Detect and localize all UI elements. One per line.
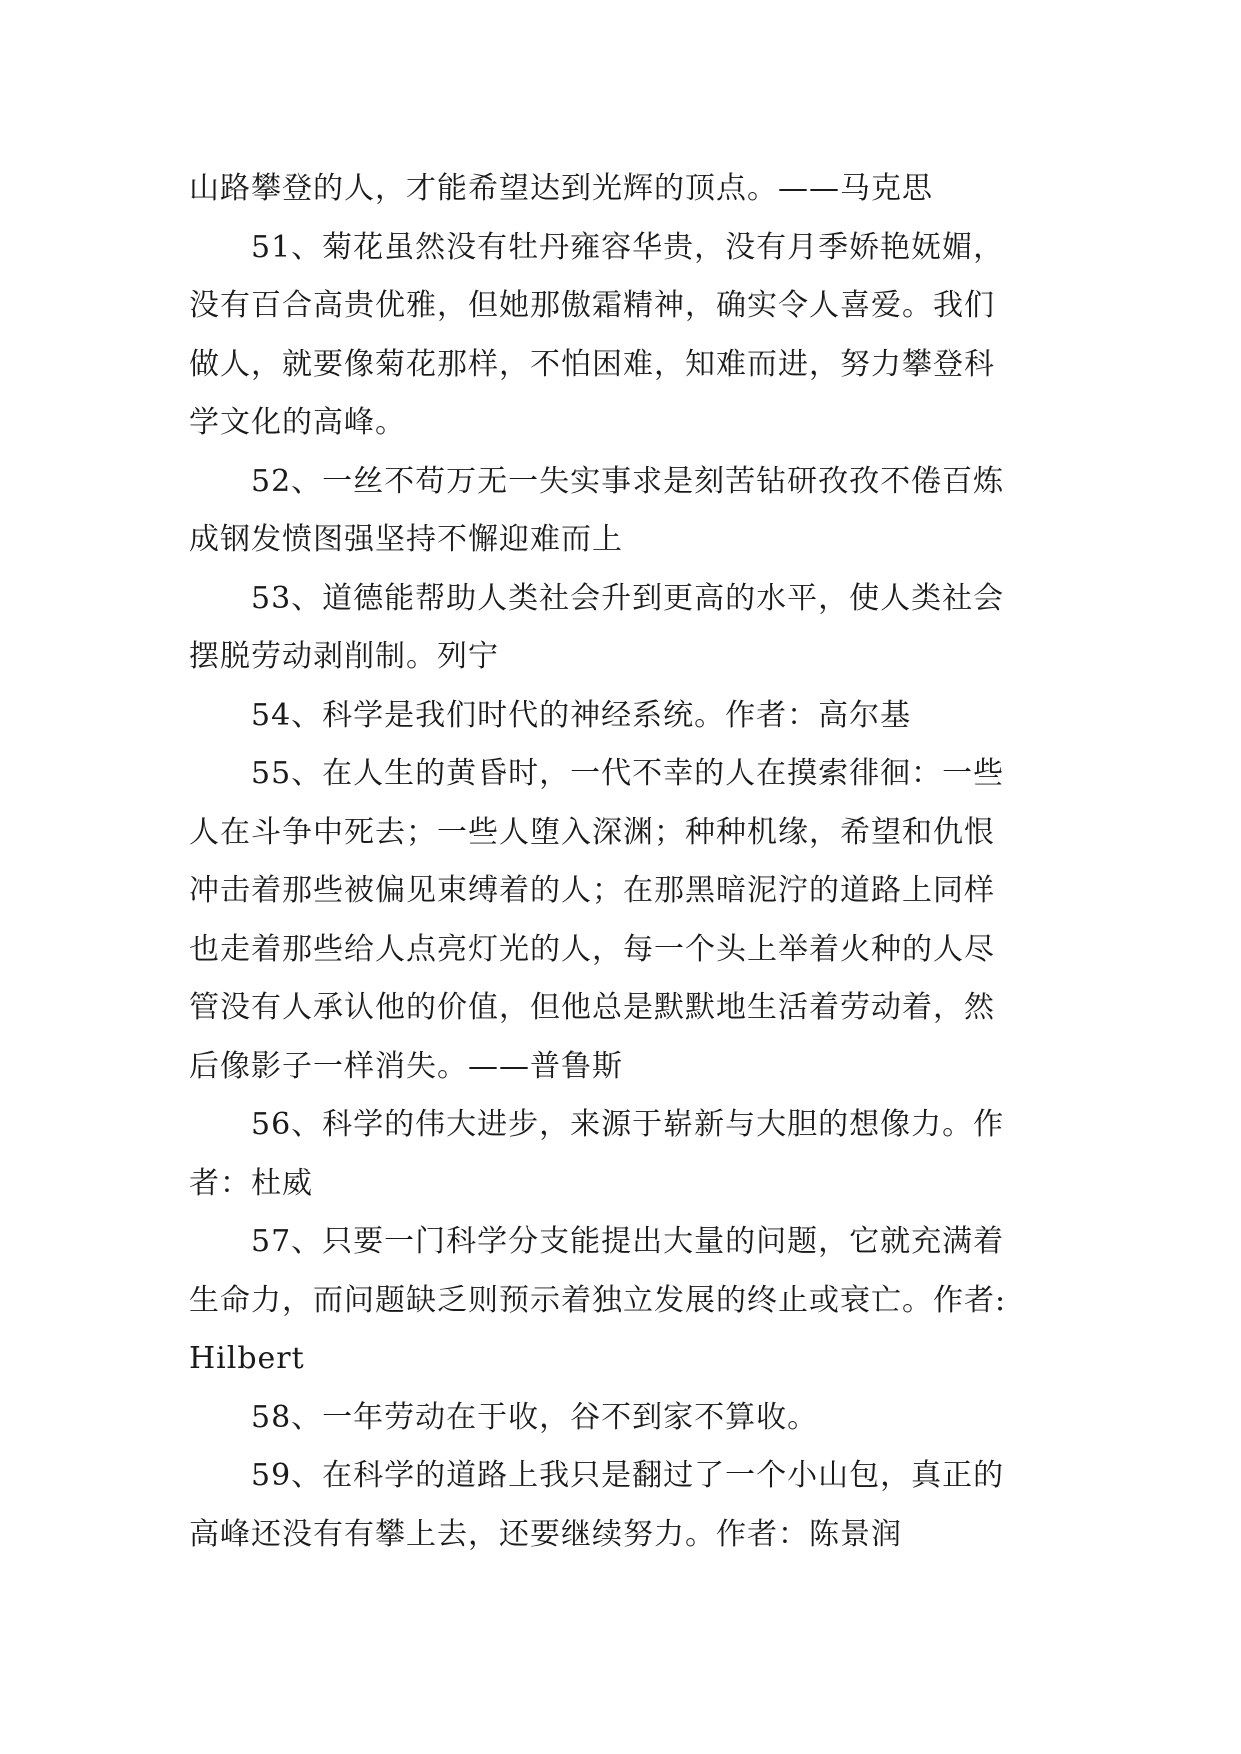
text-line: 者：杜威: [189, 1165, 313, 1201]
text-line: 摆脱劳动剥削制。列宁: [189, 639, 499, 674]
text-line: 管没有人承认他的价值，但他总是默默地生活着劳动着，然: [189, 990, 995, 1025]
text-line: 55、在人生的黄昏时，一代不幸的人在摸索徘徊：一些: [251, 756, 1005, 791]
text-line: 59、在科学的道路上我只是翻过了一个小山包，真正的: [251, 1458, 1005, 1493]
text-line: 学文化的高峰。: [189, 405, 406, 440]
document-body: [189, 160, 1059, 1564]
text-line: 54、科学是我们时代的神经系统。作者：高尔基: [251, 697, 912, 733]
text-line: 高峰还没有有攀上去，还要继续努力。作者：陈景润: [189, 1516, 902, 1552]
text-line: 也走着那些给人点亮灯光的人，每一个头上举着火种的人尽: [189, 931, 995, 967]
text-line: 生命力，而问题缺乏则预示着独立发展的终止或衰亡。作者:: [189, 1282, 1007, 1318]
text-line: 冲击着那些被偏见束缚着的人；在那黑暗泥泞的道路上同样: [189, 873, 995, 908]
text-line: 58、一年劳动在于收，谷不到家不算收。: [251, 1399, 819, 1435]
text-line: Hilbert: [189, 1341, 305, 1376]
text-line: 56、科学的伟大进步，来源于崭新与大胆的想像力。作: [251, 1107, 1005, 1142]
text-line: 53、道德能帮助人类社会升到更高的水平，使人类社会: [251, 580, 1005, 616]
text-line: 57、只要一门科学分支能提出大量的问题，它就充满着: [251, 1224, 1005, 1259]
text-line: 做人，就要像菊花那样，不怕困难，知难而进，努力攀登科: [189, 346, 995, 382]
text-line: 52、一丝不苟万无一失实事求是刻苦钻研孜孜不倦百炼: [251, 463, 1005, 499]
text-line: 人在斗争中死去；一些人堕入深渊；种种机缘，希望和仇恨: [189, 814, 995, 850]
text-line: 没有百合高贵优雅，但她那傲霜精神，确实令人喜爱。我们: [189, 288, 995, 323]
text-line: 成钢发愤图强坚持不懈迎难而上: [189, 522, 623, 557]
text-line: 51、菊花虽然没有牡丹雍容华贵，没有月季娇艳妩媚，: [251, 229, 1005, 265]
text-line: 后像影子一样消失。——普鲁斯: [189, 1048, 623, 1084]
text-line: 山路攀登的人，才能希望达到光辉的顶点。——马克思: [189, 171, 933, 206]
